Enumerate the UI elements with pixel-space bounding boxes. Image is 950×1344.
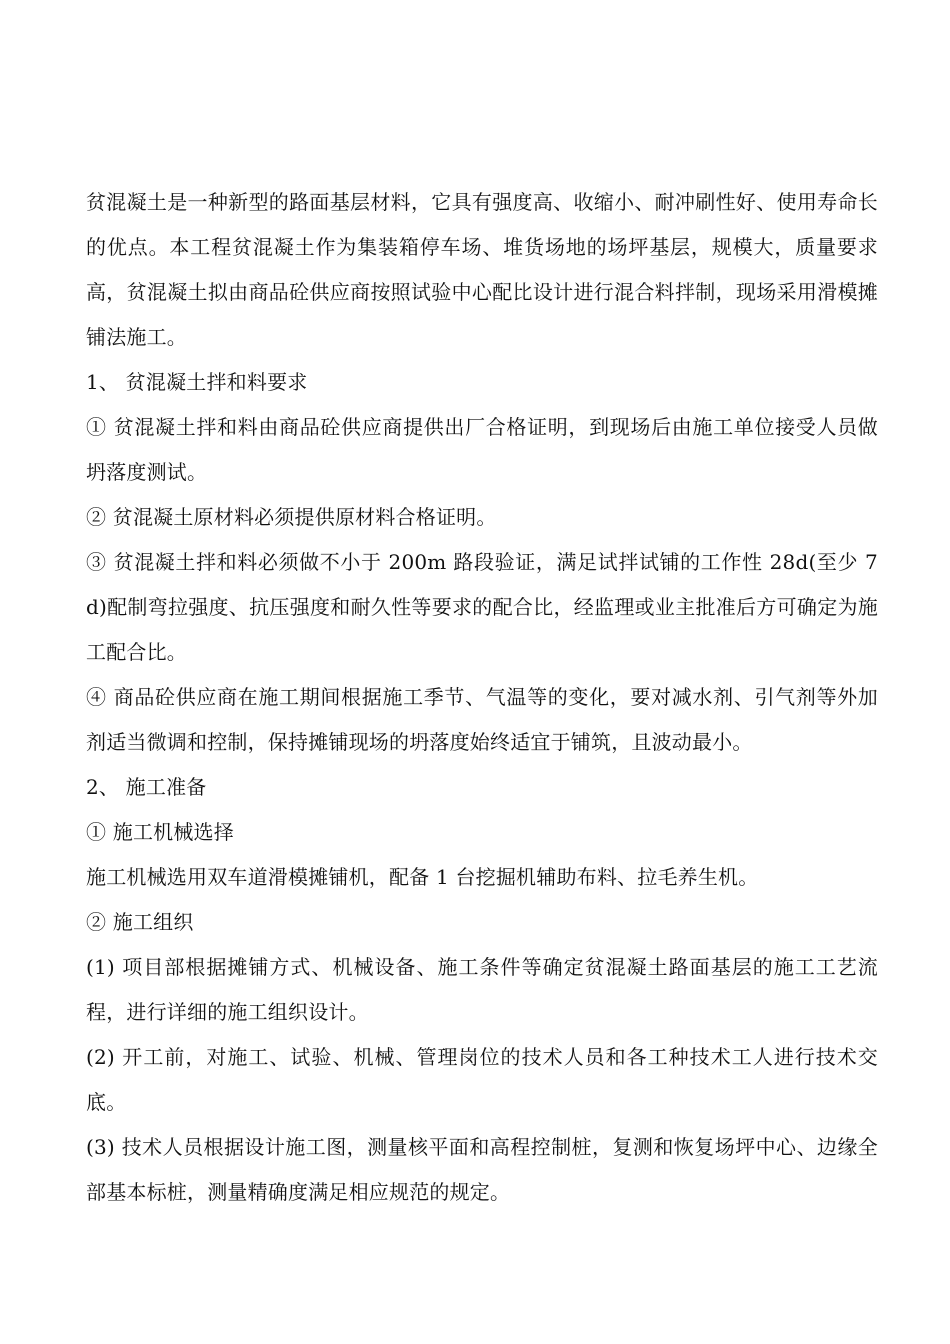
paragraph-mix-item-3: ③ 贫混凝土拌和料必须做不小于 200m 路段验证，满足试拌试铺的工作性 28d(至少 7d)配制弯拉强度、抗压强度和耐久性等要求的配合比，经监理或业主批准后方可确定为施工配合比。 xyxy=(86,550,878,664)
section-heading-preparation: 2、 施工准备 xyxy=(86,775,207,799)
paragraph-mix-item-2: ② 贫混凝土原材料必须提供原材料合格证明。 xyxy=(86,505,497,529)
paragraph-organization-3: (3) 技术人员根据设计施工图，测量核平面和高程控制桩，复测和恢复场坪中心、边缘全部基本标桩，测量精确度满足相应规范的规定。 xyxy=(86,1135,878,1204)
paragraph-intro: 贫混凝土是一种新型的路面基层材料，它具有强度高、收缩小、耐冲刷性好、使用寿命长的优点。本工程贫混凝土作为集装箱停车场、堆货场地的场坪基层，规模大，质量要求高，贫混凝土拟由商品砼供应商按照试验中心配比设计进行混合料拌制，现场采用滑模摊铺法施工。 xyxy=(86,190,878,349)
subheading-organization: ② 施工组织 xyxy=(86,910,194,934)
paragraph-machinery: 施工机械选用双车道滑模摊铺机，配备 1 台挖掘机辅助布料、拉毛养生机。 xyxy=(86,865,759,889)
subheading-machinery: ① 施工机械选择 xyxy=(86,820,234,844)
document-body xyxy=(86,180,878,1215)
section-heading-mix-requirements: 1、 贫混凝土拌和料要求 xyxy=(86,370,308,394)
paragraph-mix-item-1: ① 贫混凝土拌和料由商品砼供应商提供出厂合格证明，到现场后由施工单位接受人员做坍落度测试。 xyxy=(86,415,878,484)
paragraph-organization-1: (1) 项目部根据摊铺方式、机械设备、施工条件等确定贫混凝土路面基层的施工工艺流程，进行详细的施工组织设计。 xyxy=(86,955,878,1024)
paragraph-mix-item-4: ④ 商品砼供应商在施工期间根据施工季节、气温等的变化，要对减水剂、引气剂等外加剂适当微调和控制，保持摊铺现场的坍落度始终适宜于铺筑，且波动最小。 xyxy=(86,685,878,754)
paragraph-organization-2: (2) 开工前，对施工、试验、机械、管理岗位的技术人员和各工种技术工人进行技术交底。 xyxy=(86,1045,878,1114)
